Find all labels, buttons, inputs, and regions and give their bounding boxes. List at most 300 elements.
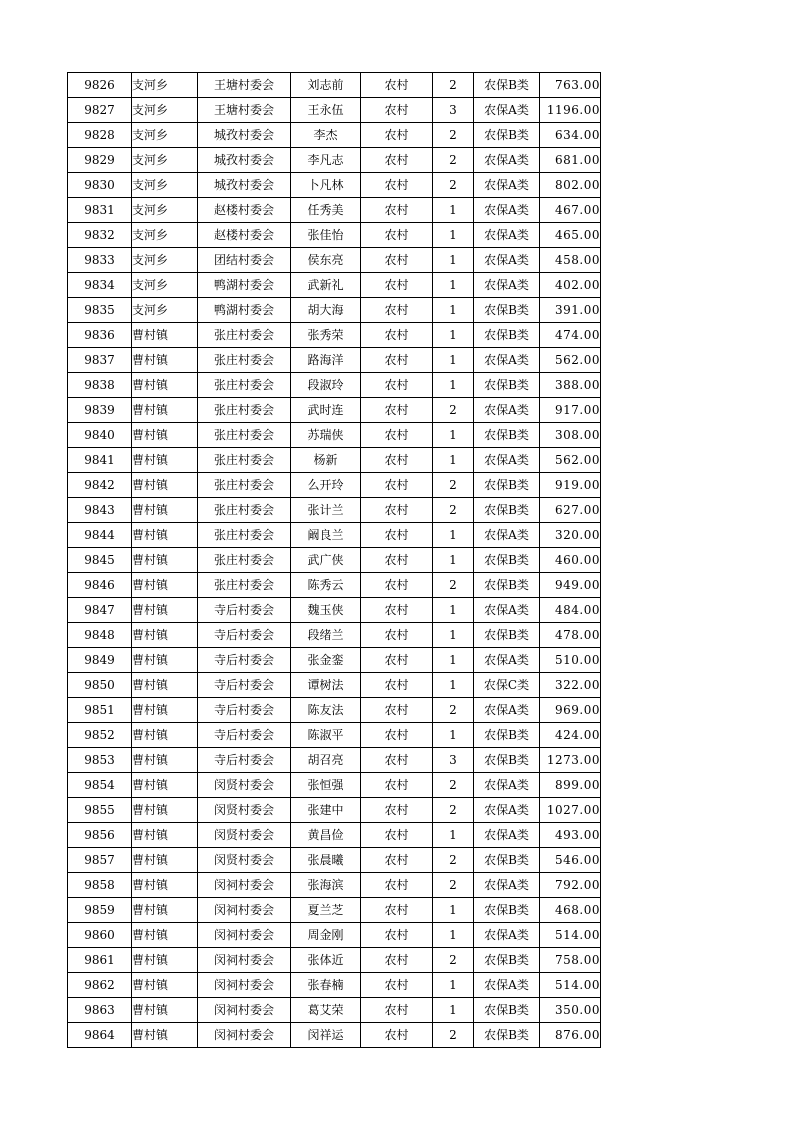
table-row [68,973,601,998]
insurance-category-cell: 农保A类 [474,348,540,373]
township-cell: 曹村镇 [132,698,198,723]
township-cell: 曹村镇 [132,873,198,898]
village-committee-cell: 寺后村委会 [198,748,291,773]
record-id-cell: 9833 [68,248,132,273]
table-row [68,73,601,98]
person-name-cell: 刘志前 [291,73,361,98]
member-count-cell: 2 [433,148,474,173]
amount-cell: 562.00 [540,348,601,373]
member-count-cell: 1 [433,348,474,373]
member-count-cell: 1 [433,973,474,998]
insurance-category-cell: 农保B类 [474,623,540,648]
insurance-category-cell: 农保B类 [474,723,540,748]
person-name-cell: 任秀美 [291,198,361,223]
person-name-cell: 张秀荣 [291,323,361,348]
household-type-cell: 农村 [361,598,433,623]
insurance-category-cell: 农保B类 [474,323,540,348]
member-count-cell: 1 [433,223,474,248]
member-count-cell: 2 [433,498,474,523]
member-count-cell: 1 [433,448,474,473]
village-committee-cell: 赵楼村委会 [198,198,291,223]
amount-cell: 468.00 [540,898,601,923]
table-row [68,323,601,348]
township-cell: 曹村镇 [132,848,198,873]
household-type-cell: 农村 [361,198,433,223]
table-row [68,298,601,323]
village-committee-cell: 张庄村委会 [198,473,291,498]
village-committee-cell: 闵祠村委会 [198,873,291,898]
household-type-cell: 农村 [361,748,433,773]
insurance-category-cell: 农保A类 [474,398,540,423]
person-name-cell: 张恒强 [291,773,361,798]
person-name-cell: 张体近 [291,948,361,973]
village-committee-cell: 闵祠村委会 [198,898,291,923]
table-row [68,423,601,448]
record-id-cell: 9836 [68,323,132,348]
insurance-category-cell: 农保A类 [474,198,540,223]
person-name-cell: 黄昌俭 [291,823,361,848]
member-count-cell: 1 [433,598,474,623]
record-id-cell: 9827 [68,98,132,123]
insurance-category-cell: 农保A类 [474,698,540,723]
person-name-cell: 张晨曦 [291,848,361,873]
amount-cell: 546.00 [540,848,601,873]
amount-cell: 792.00 [540,873,601,898]
member-count-cell: 2 [433,798,474,823]
household-type-cell: 农村 [361,73,433,98]
village-committee-cell: 张庄村委会 [198,448,291,473]
person-name-cell: 苏瑞侠 [291,423,361,448]
amount-cell: 876.00 [540,1023,601,1048]
table-row [68,648,601,673]
village-committee-cell: 闵祠村委会 [198,948,291,973]
household-type-cell: 农村 [361,548,433,573]
insurance-category-cell: 农保B类 [474,298,540,323]
amount-cell: 681.00 [540,148,601,173]
insurance-category-cell: 农保A类 [474,773,540,798]
member-count-cell: 1 [433,323,474,348]
insurance-category-cell: 农保A类 [474,598,540,623]
township-cell: 支河乡 [132,248,198,273]
record-id-cell: 9849 [68,648,132,673]
person-name-cell: 武广侠 [291,548,361,573]
township-cell: 曹村镇 [132,573,198,598]
table-row [68,898,601,923]
amount-cell: 493.00 [540,823,601,848]
table-row [68,473,601,498]
household-type-cell: 农村 [361,498,433,523]
household-type-cell: 农村 [361,398,433,423]
table-row [68,848,601,873]
member-count-cell: 3 [433,98,474,123]
record-id-cell: 9858 [68,873,132,898]
village-committee-cell: 寺后村委会 [198,673,291,698]
member-count-cell: 2 [433,773,474,798]
township-cell: 曹村镇 [132,523,198,548]
record-id-cell: 9834 [68,273,132,298]
household-type-cell: 农村 [361,848,433,873]
record-id-cell: 9829 [68,148,132,173]
person-name-cell: 段淑玲 [291,373,361,398]
household-type-cell: 农村 [361,248,433,273]
household-type-cell: 农村 [361,623,433,648]
village-committee-cell: 鸭湖村委会 [198,273,291,298]
insurance-category-cell: 农保B类 [474,123,540,148]
person-name-cell: 谭树法 [291,673,361,698]
township-cell: 曹村镇 [132,773,198,798]
record-id-cell: 9830 [68,173,132,198]
insurance-category-cell: 农保A类 [474,148,540,173]
person-name-cell: 胡大海 [291,298,361,323]
record-id-cell: 9837 [68,348,132,373]
township-cell: 曹村镇 [132,823,198,848]
member-count-cell: 2 [433,873,474,898]
table-row [68,498,601,523]
insurance-category-cell: 农保B类 [474,548,540,573]
record-id-cell: 9852 [68,723,132,748]
person-name-cell: 王永伍 [291,98,361,123]
insurance-category-cell: 农保B类 [474,898,540,923]
village-committee-cell: 寺后村委会 [198,623,291,648]
village-committee-cell: 城孜村委会 [198,148,291,173]
record-id-cell: 9859 [68,898,132,923]
village-committee-cell: 鸭湖村委会 [198,298,291,323]
record-id-cell: 9860 [68,923,132,948]
table-row [68,223,601,248]
insurance-category-cell: 农保B类 [474,848,540,873]
village-committee-cell: 闵贤村委会 [198,773,291,798]
record-id-cell: 9863 [68,998,132,1023]
table-row [68,623,601,648]
person-name-cell: 武时连 [291,398,361,423]
table-row [68,748,601,773]
amount-cell: 919.00 [540,473,601,498]
record-id-cell: 9864 [68,1023,132,1048]
amount-cell: 949.00 [540,573,601,598]
insurance-category-cell: 农保B类 [474,498,540,523]
person-name-cell: 路海洋 [291,348,361,373]
person-name-cell: 张春楠 [291,973,361,998]
township-cell: 支河乡 [132,173,198,198]
table-row [68,148,601,173]
table-body [68,73,601,1048]
table-row [68,273,601,298]
table-row [68,923,601,948]
member-count-cell: 1 [433,523,474,548]
township-cell: 曹村镇 [132,398,198,423]
person-name-cell: 段绪兰 [291,623,361,648]
household-type-cell: 农村 [361,298,433,323]
insurance-category-cell: 农保B类 [474,423,540,448]
township-cell: 支河乡 [132,98,198,123]
record-id-cell: 9831 [68,198,132,223]
record-id-cell: 9845 [68,548,132,573]
household-type-cell: 农村 [361,323,433,348]
member-count-cell: 2 [433,398,474,423]
table-row [68,823,601,848]
amount-cell: 402.00 [540,273,601,298]
table-row [68,123,601,148]
insurance-category-cell: 农保A类 [474,273,540,298]
insurance-category-cell: 农保C类 [474,673,540,698]
record-id-cell: 9853 [68,748,132,773]
amount-cell: 474.00 [540,323,601,348]
insurance-category-cell: 农保A类 [474,798,540,823]
member-count-cell: 1 [433,673,474,698]
record-id-cell: 9838 [68,373,132,398]
village-committee-cell: 赵楼村委会 [198,223,291,248]
amount-cell: 514.00 [540,973,601,998]
record-id-cell: 9826 [68,73,132,98]
insurance-category-cell: 农保A类 [474,523,540,548]
table-row [68,548,601,573]
household-type-cell: 农村 [361,873,433,898]
village-committee-cell: 张庄村委会 [198,498,291,523]
amount-cell: 899.00 [540,773,601,798]
household-type-cell: 农村 [361,423,433,448]
record-id-cell: 9855 [68,798,132,823]
table-row [68,173,601,198]
village-committee-cell: 城孜村委会 [198,123,291,148]
member-count-cell: 2 [433,473,474,498]
record-id-cell: 9851 [68,698,132,723]
township-cell: 支河乡 [132,298,198,323]
amount-cell: 458.00 [540,248,601,273]
table-row [68,398,601,423]
member-count-cell: 1 [433,623,474,648]
insurance-category-cell: 农保B类 [474,373,540,398]
table-row [68,948,601,973]
household-type-cell: 农村 [361,998,433,1023]
person-name-cell: 卜凡林 [291,173,361,198]
member-count-cell: 2 [433,123,474,148]
person-name-cell: 李杰 [291,123,361,148]
amount-cell: 1027.00 [540,798,601,823]
table-row [68,723,601,748]
person-name-cell: 侯东亮 [291,248,361,273]
person-name-cell: 张金銮 [291,648,361,673]
amount-cell: 391.00 [540,298,601,323]
record-id-cell: 9861 [68,948,132,973]
village-committee-cell: 寺后村委会 [198,723,291,748]
record-id-cell: 9862 [68,973,132,998]
household-type-cell: 农村 [361,823,433,848]
table-row [68,348,601,373]
insurance-category-cell: 农保A类 [474,448,540,473]
table-row [68,248,601,273]
table-row [68,573,601,598]
household-type-cell: 农村 [361,798,433,823]
member-count-cell: 1 [433,198,474,223]
member-count-cell: 1 [433,898,474,923]
member-count-cell: 1 [433,423,474,448]
amount-cell: 465.00 [540,223,601,248]
township-cell: 曹村镇 [132,1023,198,1048]
insurance-category-cell: 农保A类 [474,173,540,198]
table-row [68,1023,601,1048]
person-name-cell: 葛艾荣 [291,998,361,1023]
member-count-cell: 2 [433,698,474,723]
insurance-category-cell: 农保B类 [474,473,540,498]
village-committee-cell: 王塘村委会 [198,98,291,123]
village-committee-cell: 闵祠村委会 [198,998,291,1023]
insurance-category-cell: 农保A类 [474,648,540,673]
household-type-cell: 农村 [361,673,433,698]
insurance-category-cell: 农保A类 [474,973,540,998]
insurance-category-cell: 农保A类 [474,223,540,248]
village-committee-cell: 闵贤村委会 [198,798,291,823]
record-id-cell: 9839 [68,398,132,423]
member-count-cell: 2 [433,73,474,98]
household-type-cell: 农村 [361,98,433,123]
table-row [68,448,601,473]
household-type-cell: 农村 [361,698,433,723]
township-cell: 曹村镇 [132,973,198,998]
township-cell: 曹村镇 [132,473,198,498]
household-type-cell: 农村 [361,898,433,923]
household-type-cell: 农村 [361,473,433,498]
village-committee-cell: 闵祠村委会 [198,1023,291,1048]
household-type-cell: 农村 [361,148,433,173]
township-cell: 支河乡 [132,223,198,248]
township-cell: 曹村镇 [132,998,198,1023]
amount-cell: 484.00 [540,598,601,623]
record-id-cell: 9857 [68,848,132,873]
member-count-cell: 2 [433,173,474,198]
insurance-category-cell: 农保A类 [474,823,540,848]
village-committee-cell: 张庄村委会 [198,573,291,598]
amount-cell: 562.00 [540,448,601,473]
record-id-cell: 9848 [68,623,132,648]
person-name-cell: 陈友法 [291,698,361,723]
village-committee-cell: 张庄村委会 [198,423,291,448]
township-cell: 曹村镇 [132,323,198,348]
person-name-cell: 李凡志 [291,148,361,173]
person-name-cell: 张建中 [291,798,361,823]
record-id-cell: 9847 [68,598,132,623]
township-cell: 支河乡 [132,73,198,98]
table-row [68,998,601,1023]
member-count-cell: 2 [433,848,474,873]
record-id-cell: 9844 [68,523,132,548]
household-type-cell: 农村 [361,523,433,548]
amount-cell: 969.00 [540,698,601,723]
member-count-cell: 1 [433,998,474,1023]
township-cell: 曹村镇 [132,598,198,623]
township-cell: 支河乡 [132,273,198,298]
household-type-cell: 农村 [361,923,433,948]
member-count-cell: 1 [433,548,474,573]
member-count-cell: 2 [433,573,474,598]
insurance-category-cell: 农保A类 [474,873,540,898]
table-row [68,598,601,623]
member-count-cell: 1 [433,648,474,673]
member-count-cell: 1 [433,373,474,398]
person-name-cell: 杨新 [291,448,361,473]
member-count-cell: 1 [433,723,474,748]
record-id-cell: 9846 [68,573,132,598]
township-cell: 支河乡 [132,198,198,223]
village-committee-cell: 张庄村委会 [198,548,291,573]
township-cell: 曹村镇 [132,348,198,373]
person-name-cell: 阚良兰 [291,523,361,548]
person-name-cell: 武新礼 [291,273,361,298]
household-type-cell: 农村 [361,648,433,673]
household-type-cell: 农村 [361,773,433,798]
record-id-cell: 9856 [68,823,132,848]
township-cell: 曹村镇 [132,448,198,473]
amount-cell: 634.00 [540,123,601,148]
table-row [68,798,601,823]
person-name-cell: 张海滨 [291,873,361,898]
member-count-cell: 1 [433,298,474,323]
township-cell: 曹村镇 [132,748,198,773]
household-type-cell: 农村 [361,123,433,148]
amount-cell: 1273.00 [540,748,601,773]
amount-cell: 478.00 [540,623,601,648]
table-row [68,698,601,723]
record-id-cell: 9854 [68,773,132,798]
township-cell: 曹村镇 [132,548,198,573]
amount-cell: 322.00 [540,673,601,698]
township-cell: 曹村镇 [132,498,198,523]
member-count-cell: 1 [433,823,474,848]
person-name-cell: 么开玲 [291,473,361,498]
amount-cell: 917.00 [540,398,601,423]
member-count-cell: 2 [433,1023,474,1048]
table-row [68,98,601,123]
township-cell: 曹村镇 [132,948,198,973]
household-type-cell: 农村 [361,373,433,398]
household-type-cell: 农村 [361,448,433,473]
township-cell: 曹村镇 [132,923,198,948]
township-cell: 曹村镇 [132,623,198,648]
amount-cell: 763.00 [540,73,601,98]
village-committee-cell: 张庄村委会 [198,523,291,548]
village-committee-cell: 寺后村委会 [198,698,291,723]
member-count-cell: 2 [433,948,474,973]
beneficiary-table [67,72,601,1048]
township-cell: 曹村镇 [132,723,198,748]
household-type-cell: 农村 [361,723,433,748]
person-name-cell: 陈淑平 [291,723,361,748]
record-id-cell: 9850 [68,673,132,698]
table-row [68,198,601,223]
village-committee-cell: 王塘村委会 [198,73,291,98]
insurance-category-cell: 农保B类 [474,73,540,98]
household-type-cell: 农村 [361,573,433,598]
household-type-cell: 农村 [361,948,433,973]
village-committee-cell: 团结村委会 [198,248,291,273]
person-name-cell: 陈秀云 [291,573,361,598]
township-cell: 支河乡 [132,148,198,173]
insurance-category-cell: 农保B类 [474,1023,540,1048]
record-id-cell: 9828 [68,123,132,148]
township-cell: 曹村镇 [132,673,198,698]
village-committee-cell: 张庄村委会 [198,373,291,398]
amount-cell: 467.00 [540,198,601,223]
person-name-cell: 魏玉侠 [291,598,361,623]
person-name-cell: 张佳怡 [291,223,361,248]
amount-cell: 424.00 [540,723,601,748]
amount-cell: 308.00 [540,423,601,448]
township-cell: 曹村镇 [132,373,198,398]
table-row [68,873,601,898]
amount-cell: 320.00 [540,523,601,548]
village-committee-cell: 闵祠村委会 [198,973,291,998]
member-count-cell: 1 [433,273,474,298]
table-row [68,523,601,548]
